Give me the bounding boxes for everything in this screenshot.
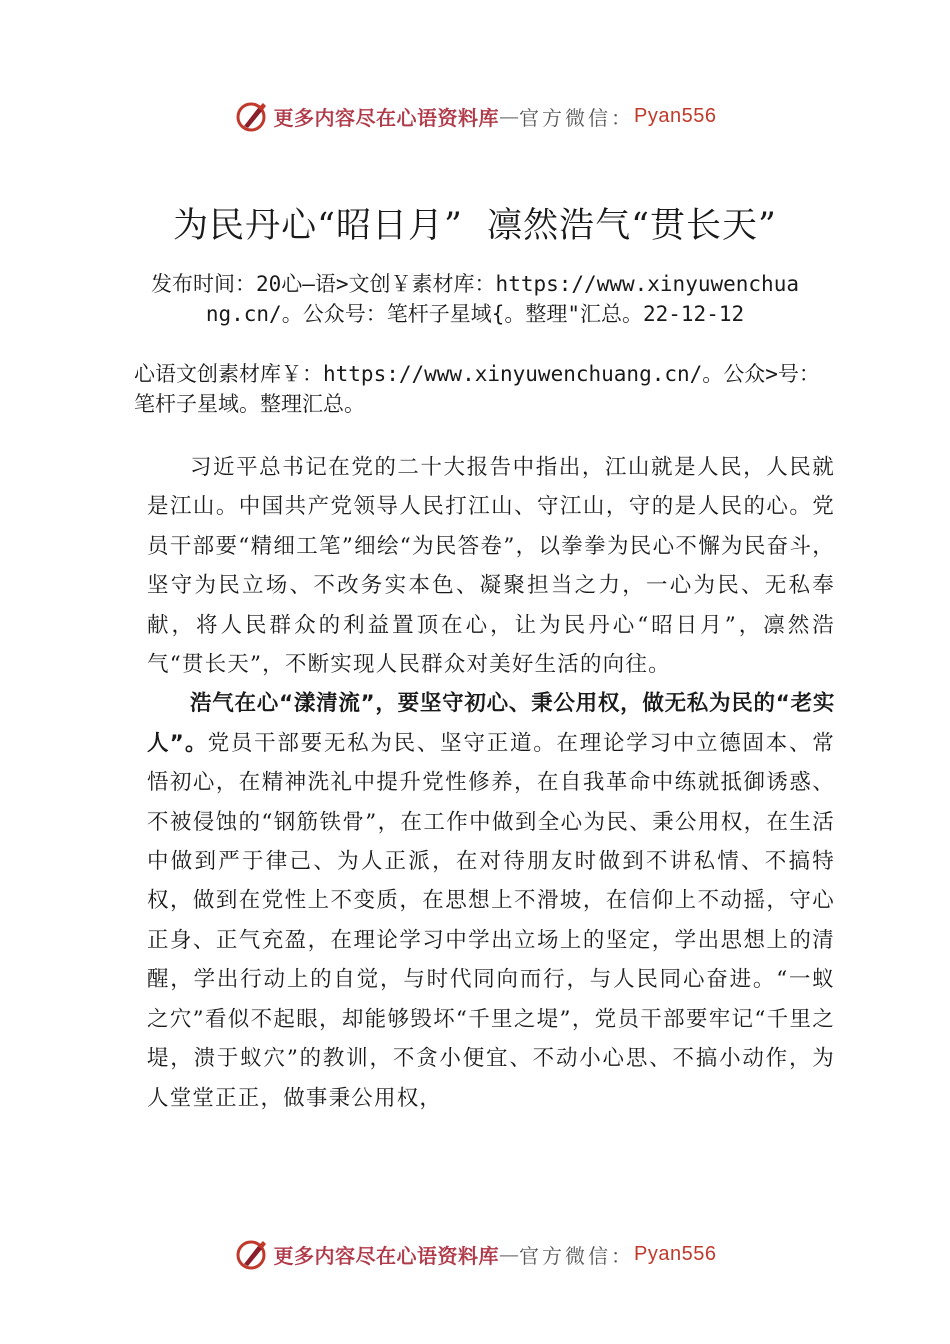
banner-wechat-id: Pyan556 (634, 104, 717, 127)
banner-wechat-id: Pyan556 (634, 1242, 717, 1265)
paragraph-1: 习近平总书记在党的二十大报告中指出，江山就是人民，人民就是江山。中国共产党领导人民打江山、守江山，守的是人民的心。党员干部要“精细工笔”细绘“为民答卷”，以拳拳为民心不懈为民奋斗，坚守为民立场、不改务实本色、凝聚担当之力，一心为民、无私奉献，将人民群众的利益置顶在心，让为民丹心“昭日月”，凛然浩气“贯长天”，不断实现人民群众对美好生活的向往。 (147, 455, 835, 678)
footer-banner (0, 1234, 950, 1274)
banner-wechat-label: 官方微信： (519, 1243, 635, 1268)
header-banner (0, 96, 950, 136)
pen-nib-logo-icon (234, 98, 270, 134)
paragraph-2-lead: 浩气在心“漾清流”，要坚守初心、秉公用权，做无私为民的“老实人”。 (147, 691, 835, 756)
banner-dash: — (499, 1242, 520, 1266)
paragraph-2-text: 党员干部要无私为民、坚守正道。在理论学习中立德固本、常悟初心，在精神洗礼中提升党性修养，在自我革命中练就抵御诱惑、不被侵蚀的“钢筋铁骨”，在工作中做到全心为民、秉公用权，在生活中做到严于律己、为人正派，在对待朋友时做到不讲私情、不搞特权，做到在党性上不变质，在思想上不滑坡，在信仰上不动摇，守心正身、正气充盈，在理论学习中学出立场上的坚定，学出思想上的清醒，学出行动上的自觉，与时代同向而行，与人民同心奋进。“一蚁之穴”看似不起眼，却能够毁坏“千里之堤”，党员干部要牢记“千里之堤，溃于蚁穴”的教训，不贪小便宜、不动小心思、不搞小动作，为人堂堂正正，做事秉公用权， (147, 730, 835, 1111)
paragraph-2 (147, 684, 835, 1117)
banner-dash: — (499, 104, 520, 128)
document-title: 为民丹心“昭日月” 凛然浩气“贯长天” (173, 206, 777, 246)
pen-nib-logo-icon (234, 1236, 270, 1272)
banner-main-text: 更多内容尽在心语资料库 (273, 1243, 500, 1268)
publish-info: 发布时间：20心—语>文创￥素材库：https://www.xinyuwenchuang.cn/。公众号：笔杆子星域{。整理"汇总。22-12-12 (150, 272, 799, 326)
banner-main-text: 更多内容尽在心语资料库 (273, 105, 500, 130)
article-body (147, 448, 835, 1118)
source-info: 心语文创素材库￥：https://www.xinyuwenchuang.cn/。公众>号：笔杆子星域。整理汇总。 (134, 362, 820, 416)
banner-wechat-label: 官方微信： (519, 105, 635, 130)
